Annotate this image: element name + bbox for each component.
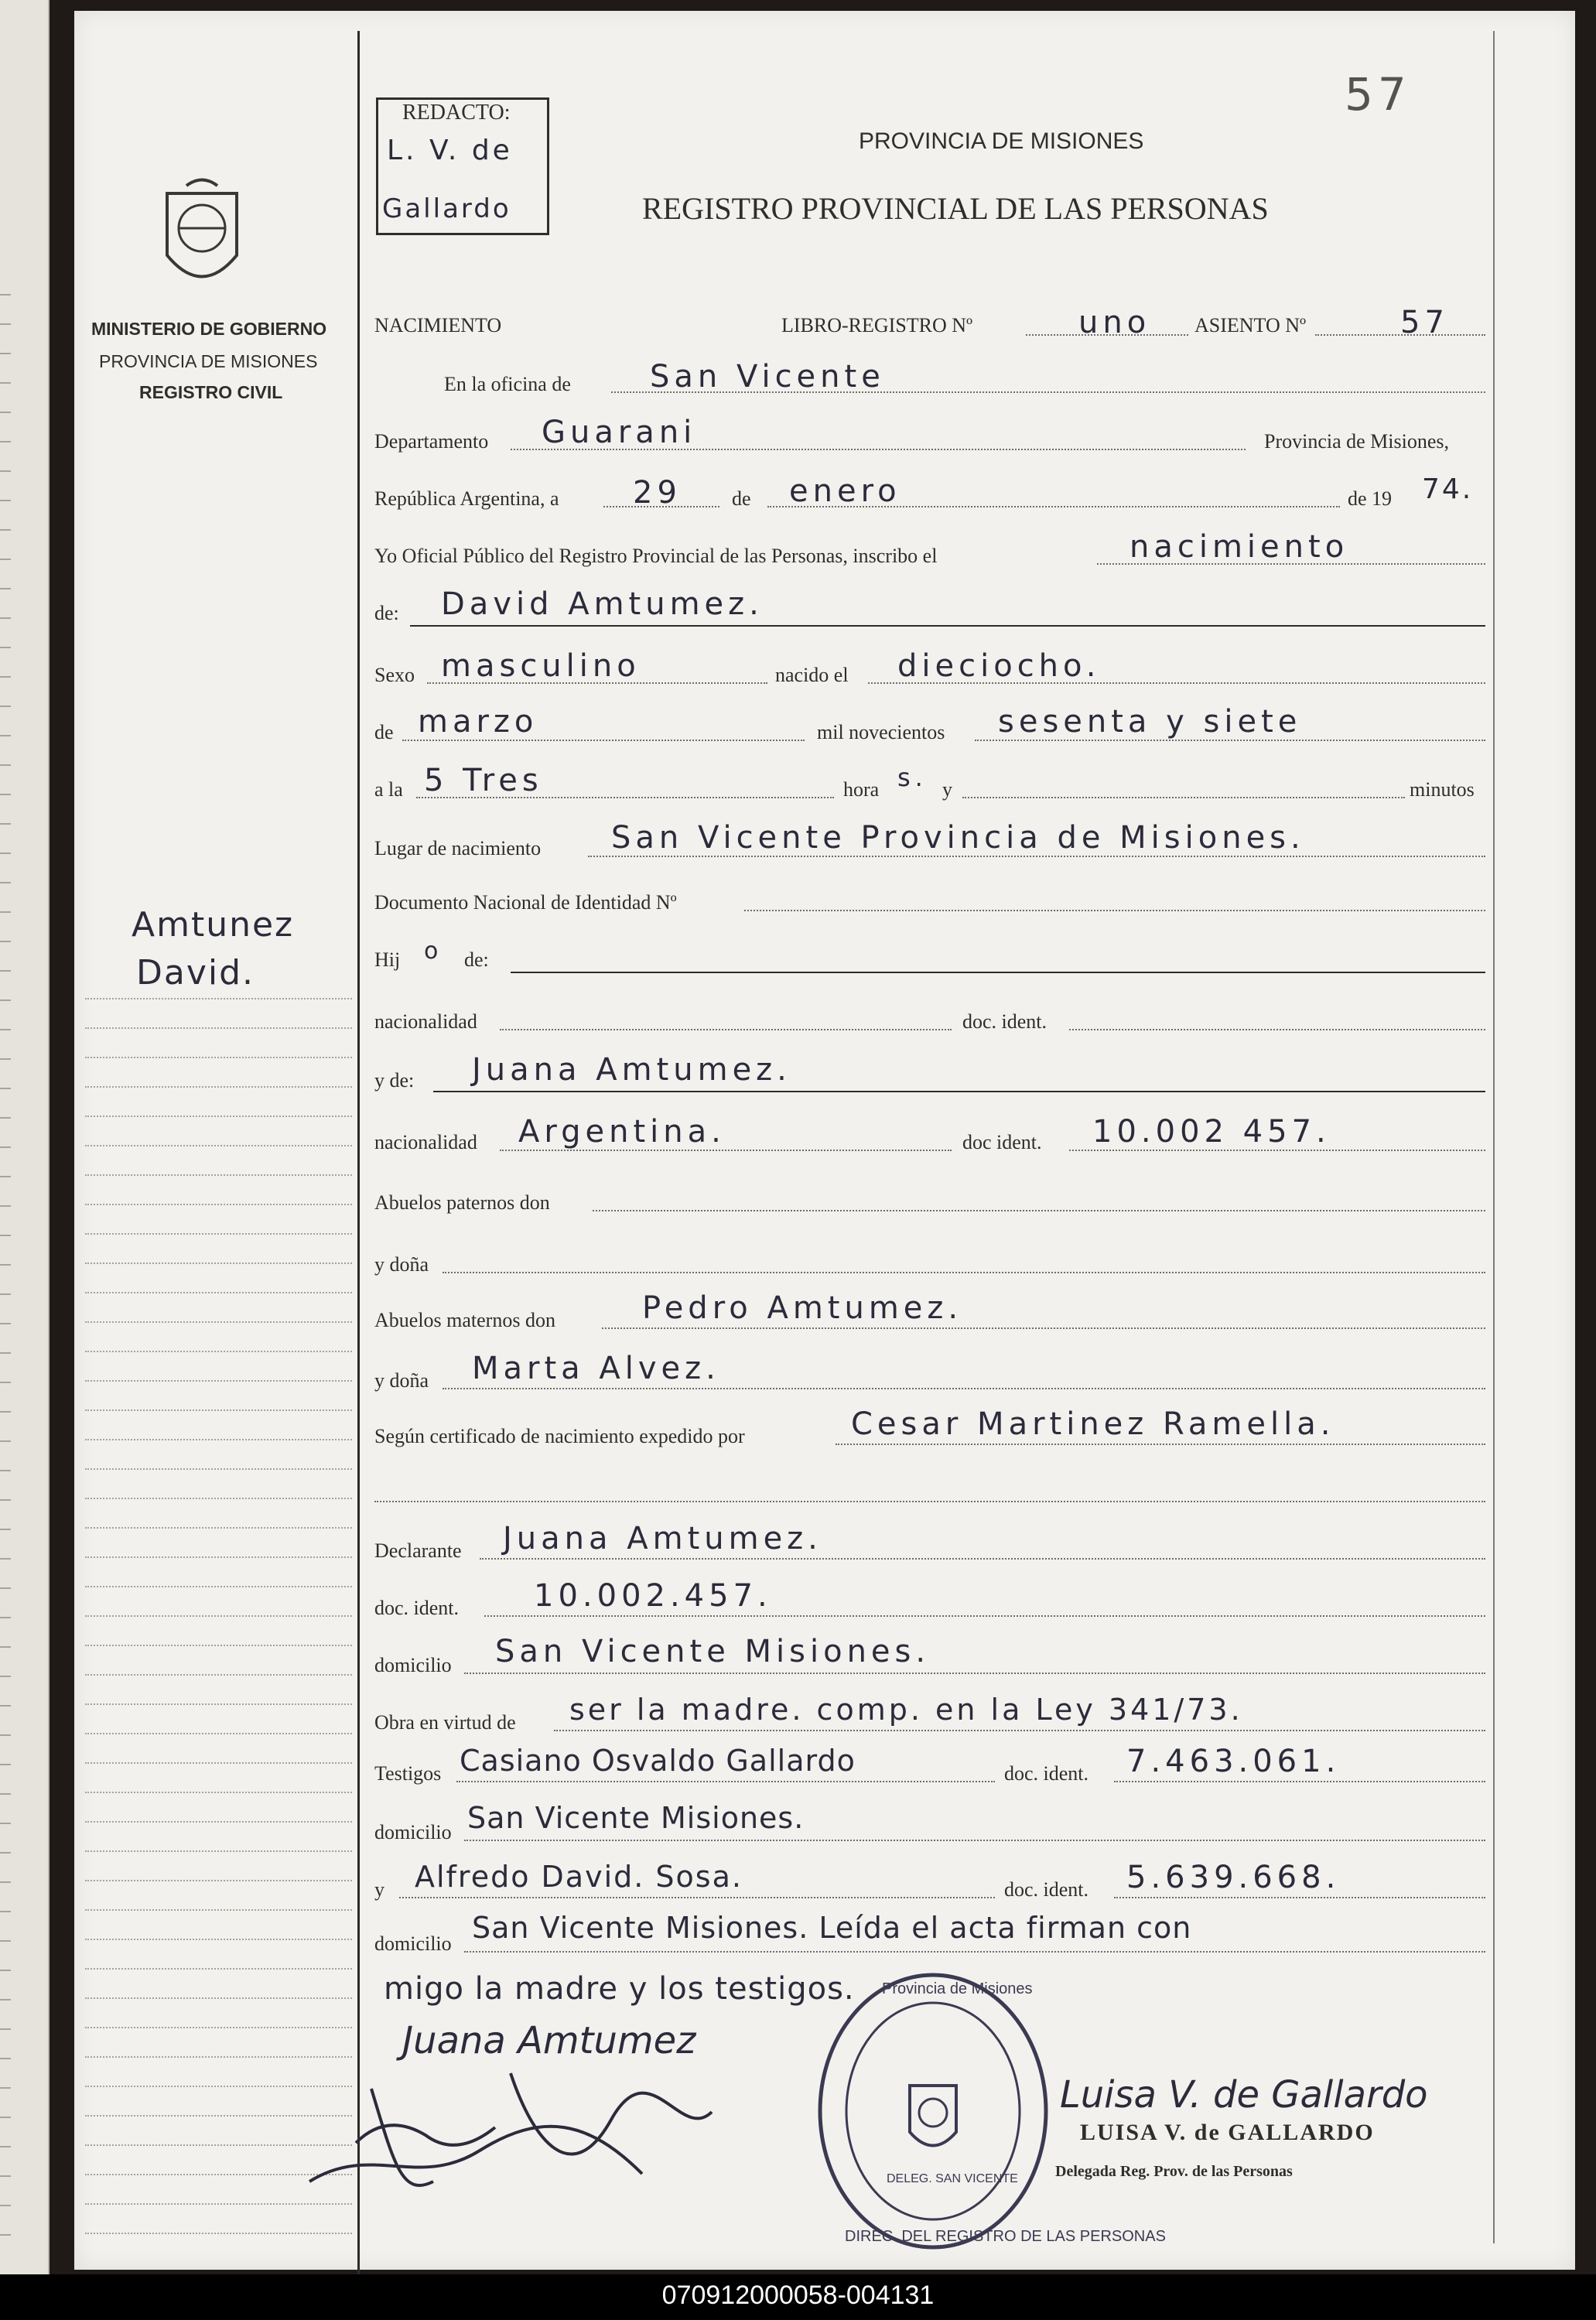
strip-ruled-tick bbox=[0, 1293, 11, 1295]
margin-ruled-line bbox=[85, 1939, 352, 1942]
margin-ruled-line bbox=[85, 2233, 352, 2236]
margin-ruled-line bbox=[85, 1174, 352, 1177]
ministry-line3: REGISTRO CIVIL bbox=[139, 382, 283, 402]
y2-label: y bbox=[374, 1878, 384, 1901]
margin-ruled-line bbox=[85, 1204, 352, 1207]
strip-ruled-tick bbox=[0, 412, 11, 413]
libro-label: LIBRO-REGISTRO Nº bbox=[781, 314, 973, 337]
margin-ruled-line bbox=[85, 1792, 352, 1795]
ydona2-label: y doña bbox=[374, 1369, 429, 1392]
sexo-value: masculino bbox=[441, 648, 641, 684]
testigos-label: Testigos bbox=[374, 1762, 442, 1785]
right-border bbox=[1493, 31, 1495, 2243]
strip-ruled-tick bbox=[0, 1470, 11, 1471]
strip-ruled-tick bbox=[0, 2058, 11, 2059]
strip-ruled-tick bbox=[0, 353, 11, 354]
oficial-label: Yo Oficial Público del Registro Provincial de las Personas, inscribo el bbox=[374, 545, 938, 567]
stamp-inner-text: DELEG. SAN VICENTE bbox=[887, 2172, 1018, 2185]
strip-ruled-tick bbox=[0, 1235, 11, 1236]
margin-divider bbox=[357, 31, 360, 2274]
strip-ruled-tick bbox=[0, 1499, 11, 1501]
margin-ruled-line bbox=[85, 1233, 352, 1236]
margin-ruled-line bbox=[85, 1527, 352, 1530]
strip-ruled-tick bbox=[0, 1911, 11, 1912]
margin-ruled-line bbox=[85, 1674, 352, 1677]
redacto-label: REDACTO: bbox=[402, 101, 511, 125]
de2-label: de: bbox=[374, 602, 399, 624]
dni-label: Documento Nacional de Identidad Nº bbox=[374, 891, 677, 914]
docident-label: doc. ident. bbox=[962, 1010, 1047, 1033]
domicilio2-value: San Vicente Misiones. bbox=[467, 1801, 805, 1835]
margin-ruled-line bbox=[85, 1880, 352, 1883]
testigo1-value: Casiano Osvaldo Gallardo bbox=[460, 1744, 856, 1778]
strip-ruled-tick bbox=[0, 1793, 11, 1795]
strip-ruled-tick bbox=[0, 1058, 11, 1060]
anio-label: de 19 bbox=[1348, 487, 1393, 510]
margin-ruled-line bbox=[85, 1027, 352, 1030]
testigo2-doc: 5.639.668. bbox=[1126, 1860, 1341, 1895]
declarante-value: Juana Amtumez. bbox=[503, 1521, 822, 1556]
lugar-value: San Vicente Provincia de Misiones. bbox=[611, 820, 1305, 856]
abuelos-pat-label: Abuelos paternos don bbox=[374, 1191, 550, 1214]
margin-ruled-line bbox=[85, 1057, 352, 1060]
inscribo-value: nacimiento bbox=[1130, 529, 1349, 565]
strip-ruled-tick bbox=[0, 735, 11, 736]
strip-ruled-tick bbox=[0, 1734, 11, 1736]
strip-ruled-tick bbox=[0, 382, 11, 384]
strip-ruled-tick bbox=[0, 470, 11, 472]
strip-ruled-tick bbox=[0, 1323, 11, 1324]
margin-ruled-line bbox=[85, 1762, 352, 1765]
departamento-value: Guarani bbox=[542, 415, 697, 450]
redacto-line1: L. V. de bbox=[387, 135, 513, 166]
strip-ruled-tick bbox=[0, 1764, 11, 1765]
strip-ruled-tick bbox=[0, 911, 11, 913]
margin-ruled-line bbox=[85, 1997, 352, 2001]
certificado-label: Según certificado de nacimiento expedido por bbox=[374, 1425, 745, 1447]
testigo1-doc: 7.463.061. bbox=[1126, 1744, 1341, 1779]
asiento-value: 57 bbox=[1400, 305, 1449, 340]
strip-ruled-tick bbox=[0, 323, 11, 325]
margin-note-surname: Amtunez bbox=[132, 905, 295, 945]
margin-ruled-line bbox=[85, 1968, 352, 1971]
horas-value: s. bbox=[897, 763, 928, 792]
asiento-label: ASIENTO Nº bbox=[1194, 314, 1307, 337]
strip-ruled-tick bbox=[0, 1676, 11, 1677]
strip-ruled-tick bbox=[0, 882, 11, 883]
witness-signatures-scribble bbox=[279, 2027, 727, 2212]
mil-label: mil novecientos bbox=[817, 721, 945, 743]
domicilio-label: domicilio bbox=[374, 1654, 452, 1676]
strip-ruled-tick bbox=[0, 999, 11, 1001]
registry-stamp-icon bbox=[815, 1970, 1051, 2253]
redacto-line2: Gallardo bbox=[382, 193, 511, 224]
margin-ruled-line bbox=[85, 1703, 352, 1707]
nacido-label: nacido el bbox=[775, 664, 849, 686]
strip-ruled-tick bbox=[0, 1146, 11, 1148]
strip-ruled-tick bbox=[0, 1117, 11, 1119]
form-title: NACIMIENTO bbox=[374, 314, 502, 337]
oficina-label: En la oficina de bbox=[444, 373, 571, 395]
strip-ruled-tick bbox=[0, 970, 11, 972]
strip-ruled-tick bbox=[0, 1705, 11, 1707]
margin-ruled-line bbox=[85, 1909, 352, 1912]
page-number: 57 bbox=[1345, 68, 1411, 121]
strip-ruled-tick bbox=[0, 1881, 11, 1883]
strip-ruled-tick bbox=[0, 441, 11, 442]
abuelo-mat-value: Pedro Amtumez. bbox=[642, 1290, 963, 1326]
margin-ruled-line bbox=[85, 1116, 352, 1119]
strip-ruled-tick bbox=[0, 2087, 11, 2089]
hora-value: 5 Tres bbox=[424, 763, 543, 798]
docident5-label: doc. ident. bbox=[1004, 1878, 1089, 1901]
de3-label: de bbox=[374, 721, 394, 743]
strip-ruled-tick bbox=[0, 1970, 11, 1971]
strip-ruled-tick bbox=[0, 1440, 11, 1442]
strip-ruled-tick bbox=[0, 2175, 11, 2177]
strip-ruled-tick bbox=[0, 1029, 11, 1030]
ministry-line1: MINISTERIO DE GOBIERNO bbox=[91, 319, 327, 339]
domicilio3-value: San Vicente Misiones. Leída el acta firman con bbox=[472, 1911, 1192, 1945]
strip-ruled-tick bbox=[0, 1352, 11, 1354]
anio-nac-value: sesenta y siete bbox=[998, 704, 1302, 740]
departamento-label: Departamento bbox=[374, 430, 489, 453]
strip-ruled-tick bbox=[0, 1646, 11, 1648]
madre-value: Juana Amtumez. bbox=[472, 1052, 791, 1088]
provincia-label: Provincia de Misiones, bbox=[1264, 430, 1450, 453]
abuela-mat-value: Marta Alvez. bbox=[472, 1351, 720, 1386]
margin-ruled-line bbox=[85, 1468, 352, 1471]
nombre-value: David Amtumez. bbox=[441, 586, 764, 622]
strip-ruled-tick bbox=[0, 764, 11, 766]
docident2-label: doc ident. bbox=[962, 1131, 1042, 1153]
strip-ruled-tick bbox=[0, 794, 11, 795]
margin-ruled-line bbox=[85, 1292, 352, 1295]
sexo-label: Sexo bbox=[374, 664, 415, 686]
strip-ruled-tick bbox=[0, 823, 11, 825]
domicilio3-label: domicilio bbox=[374, 1932, 452, 1955]
strip-ruled-tick bbox=[0, 1940, 11, 1942]
official-name: LUISA V. de GALLARDO bbox=[1080, 2120, 1375, 2145]
yde-label: y de: bbox=[374, 1069, 415, 1092]
margin-ruled-line bbox=[85, 1409, 352, 1413]
anio-value: 74. bbox=[1422, 473, 1474, 505]
docident2-value: 10.002 457. bbox=[1092, 1114, 1331, 1150]
strip-ruled-tick bbox=[0, 2028, 11, 2030]
docident3-value: 10.002.457. bbox=[534, 1578, 772, 1614]
strip-ruled-tick bbox=[0, 588, 11, 589]
left-page-edge bbox=[0, 0, 50, 2274]
strip-ruled-tick bbox=[0, 941, 11, 942]
y-label: y bbox=[942, 778, 952, 801]
registry-header: REGISTRO PROVINCIAL DE LAS PERSONAS bbox=[642, 191, 1269, 226]
oficina-value: San Vicente bbox=[650, 359, 885, 395]
strip-ruled-tick bbox=[0, 1529, 11, 1530]
margin-ruled-line bbox=[85, 1821, 352, 1824]
margin-ruled-line bbox=[85, 1586, 352, 1589]
mes-nac-value: marzo bbox=[418, 704, 538, 740]
strip-ruled-tick bbox=[0, 2234, 11, 2236]
strip-ruled-tick bbox=[0, 1205, 11, 1207]
strip-ruled-tick bbox=[0, 1852, 11, 1854]
province-header: PROVINCIA DE MISIONES bbox=[859, 128, 1144, 154]
de-label: de bbox=[732, 487, 751, 510]
strip-ruled-tick bbox=[0, 1823, 11, 1824]
margin-ruled-line bbox=[85, 1321, 352, 1324]
minutos-label: minutos bbox=[1410, 778, 1475, 801]
nacionalidad-label: nacionalidad bbox=[374, 1010, 477, 1033]
margin-ruled-line bbox=[85, 1145, 352, 1148]
margin-note-name: David. bbox=[136, 953, 255, 993]
nacido-value: dieciocho. bbox=[897, 648, 1101, 684]
strip-ruled-tick bbox=[0, 500, 11, 501]
ydona-label: y doña bbox=[374, 1253, 429, 1276]
docident4-label: doc. ident. bbox=[1004, 1762, 1089, 1785]
strip-ruled-tick bbox=[0, 1411, 11, 1413]
strip-ruled-tick bbox=[0, 706, 11, 707]
obra-value: ser la madre. comp. en la Ley 341/73. bbox=[569, 1693, 1243, 1727]
ala-label: a la bbox=[374, 778, 403, 801]
stamp-outer-text: DIREC. DEL REGISTRO DE LAS PERSONAS bbox=[845, 2228, 1166, 2245]
strip-ruled-tick bbox=[0, 1382, 11, 1383]
strip-ruled-tick bbox=[0, 2205, 11, 2206]
certificado-value: Cesar Martinez Ramella. bbox=[851, 1406, 1335, 1442]
stamp-top-text: Provincia de Misiones bbox=[882, 1980, 1033, 1997]
strip-ruled-tick bbox=[0, 1088, 11, 1089]
ministry-line2: PROVINCIA DE MISIONES bbox=[99, 351, 318, 371]
strip-ruled-tick bbox=[0, 676, 11, 678]
strip-ruled-tick bbox=[0, 2117, 11, 2118]
hijo-suffix: o bbox=[424, 938, 443, 965]
mes-value: enero bbox=[789, 473, 901, 509]
margin-ruled-line bbox=[85, 1850, 352, 1854]
strip-ruled-tick bbox=[0, 647, 11, 648]
strip-ruled-tick bbox=[0, 617, 11, 619]
margin-ruled-line bbox=[85, 1645, 352, 1648]
margin-ruled-line bbox=[85, 1263, 352, 1266]
official-title: Delegada Reg. Prov. de las Personas bbox=[1055, 2163, 1293, 2180]
image-code: 070912000058-004131 bbox=[661, 2281, 935, 2310]
hijo-de-label: de: bbox=[464, 948, 489, 971]
strip-ruled-tick bbox=[0, 559, 11, 560]
obra-label: Obra en virtud de bbox=[374, 1711, 516, 1734]
hijo-label: Hij bbox=[374, 948, 401, 971]
dia-value: 29 bbox=[633, 475, 682, 511]
margin-ruled-line bbox=[85, 1380, 352, 1383]
strip-ruled-tick bbox=[0, 2146, 11, 2147]
domicilio-value: San Vicente Misiones. bbox=[495, 1634, 931, 1669]
margin-ruled-line bbox=[85, 1733, 352, 1736]
strip-ruled-tick bbox=[0, 1587, 11, 1589]
margin-ruled-line bbox=[85, 1439, 352, 1442]
libro-value: uno bbox=[1078, 305, 1151, 340]
domicilio2-label: domicilio bbox=[374, 1821, 452, 1843]
strip-ruled-tick bbox=[0, 1617, 11, 1618]
testigo2-value: Alfredo David. Sosa. bbox=[415, 1860, 743, 1894]
horas-label: hora bbox=[843, 778, 880, 801]
strip-ruled-tick bbox=[0, 1558, 11, 1560]
strip-ruled-tick bbox=[0, 1999, 11, 2001]
lugar-label: Lugar de nacimiento bbox=[374, 837, 542, 859]
coat-of-arms-icon bbox=[152, 170, 252, 302]
strip-ruled-tick bbox=[0, 529, 11, 531]
signature-madre: Juana Amtumez bbox=[402, 2019, 696, 2062]
docident3-label: doc. ident. bbox=[374, 1597, 460, 1619]
margin-ruled-line bbox=[85, 1086, 352, 1089]
strip-ruled-tick bbox=[0, 852, 11, 854]
margin-ruled-line bbox=[85, 1556, 352, 1560]
margin-ruled-line bbox=[85, 1498, 352, 1501]
abuelos-mat-label: Abuelos maternos don bbox=[374, 1309, 555, 1331]
margin-ruled-line bbox=[85, 998, 352, 1001]
cierre-value: migo la madre y los testigos. bbox=[384, 1971, 855, 2007]
strip-ruled-tick bbox=[0, 1264, 11, 1266]
signature-oficial: Luisa V. de Gallardo bbox=[1060, 2073, 1428, 2117]
margin-ruled-line bbox=[85, 1615, 352, 1618]
margin-ruled-line bbox=[85, 1351, 352, 1354]
nacionalidad2-label: nacionalidad bbox=[374, 1131, 477, 1153]
republica-label: República Argentina, a bbox=[374, 487, 559, 510]
declarante-label: Declarante bbox=[374, 1539, 462, 1562]
nacionalidad2-value: Argentina. bbox=[518, 1114, 726, 1150]
strip-ruled-tick bbox=[0, 294, 11, 296]
strip-ruled-tick bbox=[0, 1176, 11, 1177]
